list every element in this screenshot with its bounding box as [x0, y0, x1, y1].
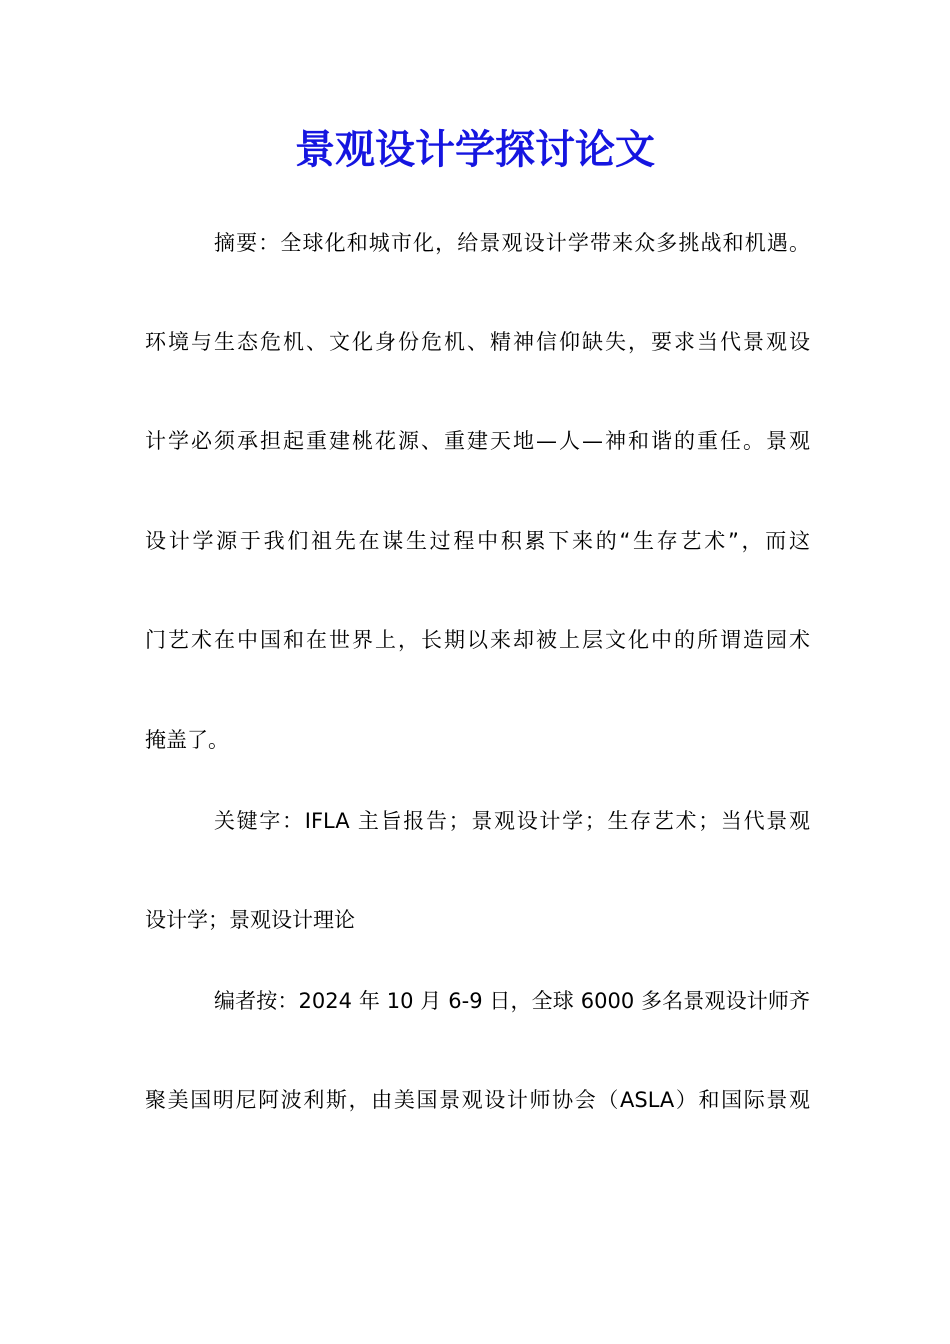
abstract-line-1: 摘要：全球化和城市化，给景观设计学带来众多挑战和机遇。: [214, 231, 810, 255]
abstract-line-4: 设计学源于我们祖先在谋生过程中积累下来的“生存艺术”，而这: [145, 529, 810, 553]
abstract-line-5: 门艺术在中国和在世界上，长期以来却被上层文化中的所谓造园术: [145, 628, 810, 652]
document-title: 景观设计学探讨论文: [295, 126, 655, 173]
keywords-line-1: 关键字：IFLA 主旨报告；景观设计学；生存艺术；当代景观: [214, 809, 810, 833]
editor-note-line-2: 聚美国明尼阿波利斯，由美国景观设计师协会（ASLA）和国际景观: [145, 1088, 810, 1112]
abstract-line-3: 计学必须承担起重建桃花源、重建天地—人—神和谐的重任。景观: [145, 429, 810, 453]
keywords-line-2: 设计学；景观设计理论: [145, 908, 355, 932]
editor-note-line-1: 编者按：2024 年 10 月 6-9 日，全球 6000 多名景观设计师齐: [214, 989, 810, 1013]
abstract-line-2: 环境与生态危机、文化身份危机、精神信仰缺失，要求当代景观设: [145, 330, 810, 354]
abstract-line-6: 掩盖了。: [145, 728, 229, 752]
